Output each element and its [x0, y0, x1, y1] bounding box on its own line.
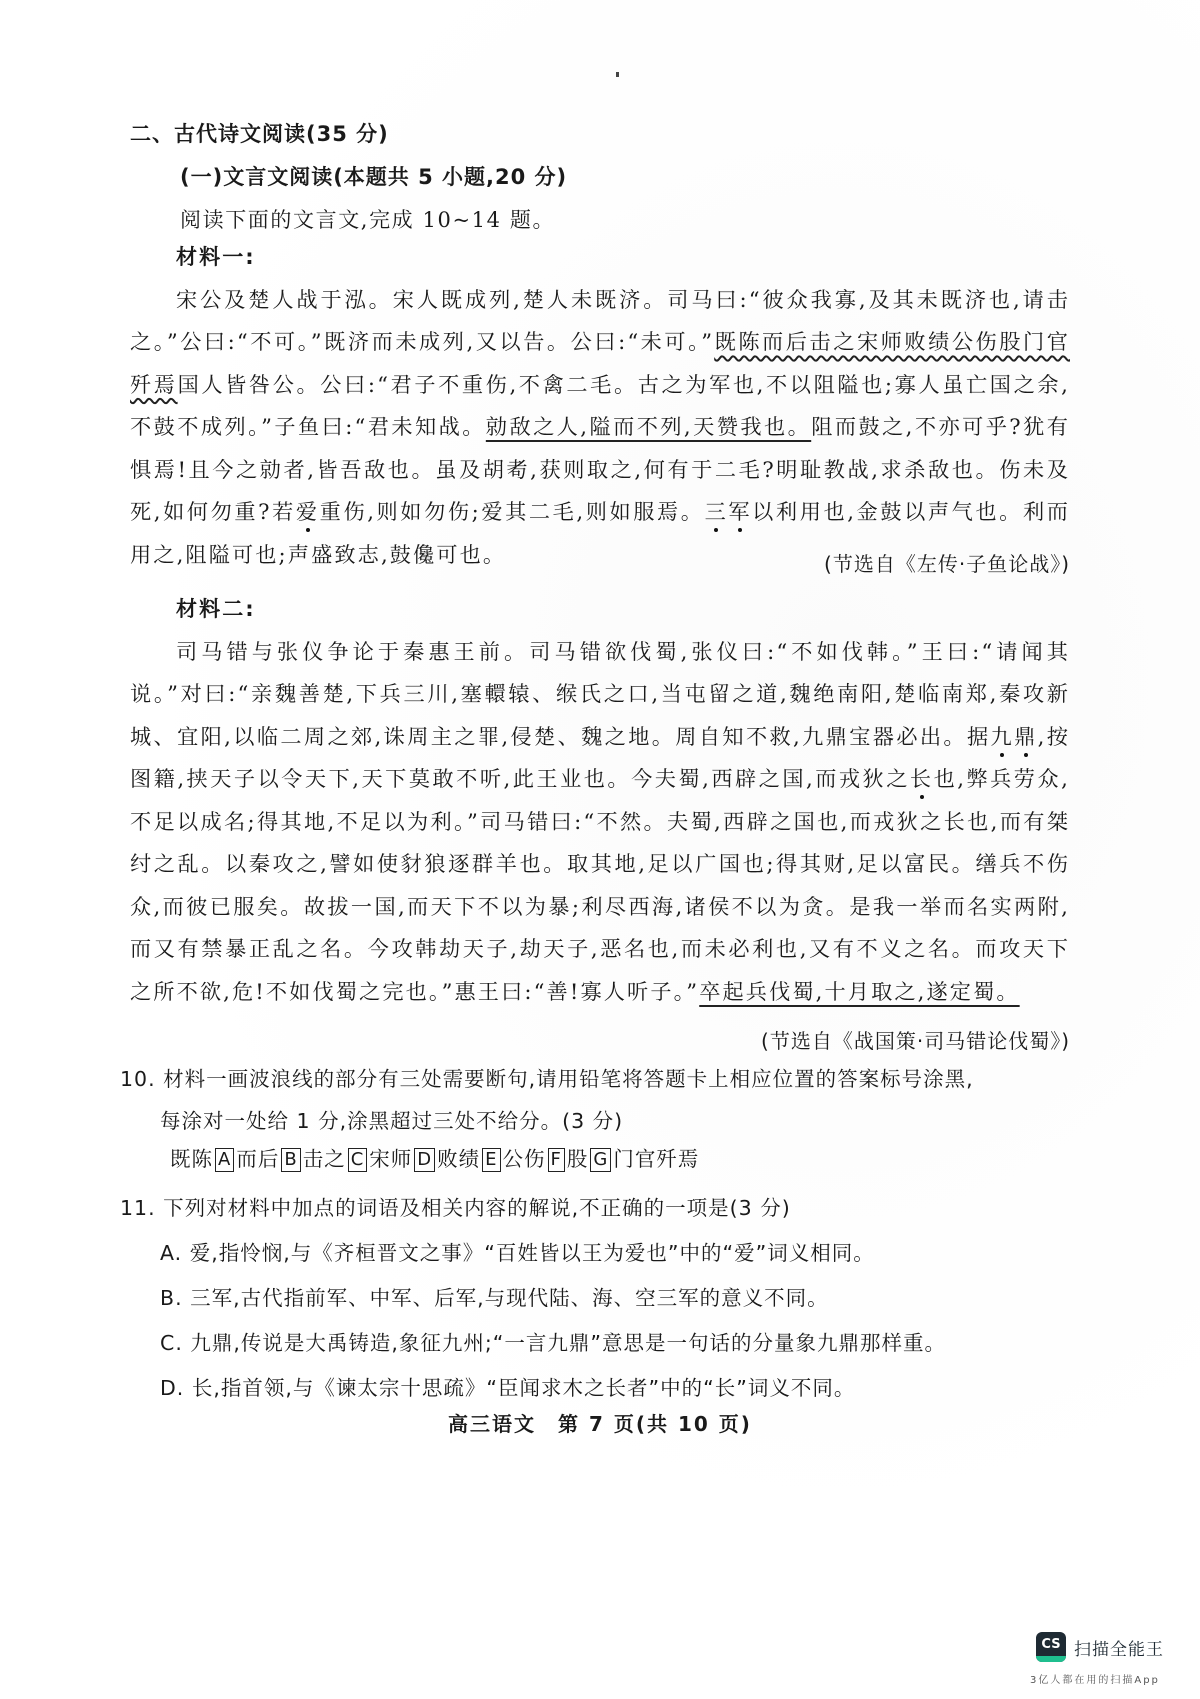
text-run: ,按图籍,挟天子以令天下,天下莫敢不听,此王业也。今夫蜀,西辟之国,而戎狄之 [130, 723, 1070, 791]
camscanner-watermark [1030, 1632, 1186, 1692]
instruction: 阅读下面的文言文,完成 10~14 题。 [180, 208, 556, 232]
material-2-source: (节选自《战国策·司马错论伐蜀》) [761, 1029, 1070, 1053]
mark-box-e[interactable]: E [482, 1148, 500, 1172]
page-footer: 高三语文 第 7 页(共 10 页) [448, 1412, 752, 1436]
emphasis-word-jun: 军 [728, 499, 753, 524]
segment: 宋师 [369, 1147, 413, 1171]
option-a[interactable]: A. 爱,指怜悯,与《齐桓晋文之事》“百姓皆以王为爱也”中的“爱”词义相同。 [160, 1241, 875, 1265]
segment: 既陈 [170, 1147, 213, 1171]
option-d[interactable]: D. 长,指首领,与《谏太宗十思疏》“臣闻求木之长者”中的“长”词义不同。 [160, 1376, 856, 1400]
scan-speck [616, 72, 619, 77]
mark-box-a[interactable]: A [215, 1148, 234, 1172]
material-2-label: 材料二: [176, 597, 256, 621]
mark-box-d[interactable]: D [414, 1148, 435, 1172]
emphasis-word-jiu: 九 [990, 723, 1015, 749]
sentence-break-options [170, 1142, 699, 1176]
text-run: 也,弊兵劳众,不足以成名;得其地,不足以为利。”司马错曰:“不然。夫蜀,西辟之国也,而戎狄之长也,而有桀纣之乱。以秦攻之,譬如使豺狼逐群羊也。取其地,足以广国也;得其财,足以富民。缮兵不伤众,而彼已服矣。故拔一国,而天下不以为暴;利尽西海,诸侯不以为贪。是我一举而名实两附,而又有禁暴正乱之名。今攻韩劫天子,劫天子,恶名也,而未必利也,又有不义之名。而攻天下之所不欲,危!不如伐蜀之完也。”惠王曰:“善!寡人听子。” [130, 766, 1070, 1004]
material-1 [130, 236, 1070, 576]
watermark-name: 扫描全能王 [1074, 1640, 1164, 1660]
material-1-source: (节选自《左传·子鱼论战》) [824, 552, 1070, 576]
question-10-stem-line1: 10. 材料一画波浪线的部分有三处需要断句,请用铅笔将答题卡上相应位置的答案标号涂黑, [120, 1067, 974, 1091]
mark-box-c[interactable]: C [348, 1148, 368, 1172]
option-b[interactable]: B. 三军,古代指前军、中军、后军,与现代陆、海、空三军的意义不同。 [160, 1286, 829, 1310]
segment: 门官歼焉 [613, 1147, 700, 1171]
text-run: 以利用也,金鼓以声气也。利而用之,阻隘可也;声盛致志,鼓儳可也。 [130, 499, 1071, 567]
question-10-stem-line2: 每涂对一处给 1 分,涂黑超过三处不给分。(3 分) [160, 1109, 624, 1133]
emphasis-word-san: 三 [704, 499, 729, 524]
mark-box-f[interactable]: F [548, 1148, 565, 1172]
emphasis-word-ai: 爱 [295, 499, 320, 524]
underlined-sentence: 卒起兵伐蜀,十月取之,遂定蜀。 [699, 978, 1020, 1004]
question-11-stem: 11. 下列对材料中加点的词语及相关内容的解说,不正确的一项是(3 分) [120, 1196, 791, 1220]
camscanner-logo-icon [1036, 1632, 1066, 1662]
material-1-label: 材料一: [176, 245, 256, 269]
segment: 击之 [302, 1147, 346, 1171]
option-c[interactable]: C. 九鼎,传说是大禹铸造,象征九州;“一言九鼎”意思是一句话的分量象九鼎那样重。 [160, 1331, 947, 1355]
material-1-text [130, 279, 1070, 577]
section-title: 二、古代诗文阅读(35 分) [130, 122, 389, 146]
question-10 [120, 1058, 1080, 1142]
text-run: 司马错与张仪争论于秦惠王前。司马错欲伐蜀,张仪曰:“不如伐韩。”王曰:“请闻其说。”对曰:“亲魏善楚,下兵三川,塞轘辕、缑氏之口,当屯留之道,魏绝南阳,楚临南郑,秦攻新城、宜阳,以临二周之郊,诛周主之罪,侵楚、魏之地。周自知不救,九鼎宝器必出。据 [130, 638, 1070, 749]
logo-text: CS [1041, 1637, 1061, 1652]
text-run: 国人皆咎公。公曰:“君子不重伤,不禽二毛。古之为军也,不以阻隘也;寡人虽亡国之余,不鼓不成列。”子鱼曰:“君未知战。 [130, 371, 1070, 439]
segment: 而后 [236, 1147, 280, 1171]
segment: 败绩 [437, 1147, 481, 1171]
text-run: 重伤,则如勿伤;爱其二毛,则如服焉。 [319, 499, 705, 524]
wavy-underlined-text: 既陈而后击之宋师败绩公伤股门官歼焉 [130, 329, 1070, 397]
watermark-tagline: 3亿人都在用的扫描App [1030, 1675, 1160, 1686]
emphasis-word-ding: 鼎 [1014, 723, 1038, 749]
text-run: 阻而鼓之,不亦可乎?犹有惧焉!且今之勍者,皆吾敌也。虽及胡耇,获则取之,何有于二毛?明耻教战,求杀敌也。伤未及死,如何勿重?若 [130, 414, 1071, 524]
segment: 公伤 [502, 1147, 546, 1171]
underlined-sentence: 勍敌之人,隘而不列,天赞我也。 [485, 414, 812, 439]
emphasis-word-zhang: 长 [909, 766, 934, 791]
segment: 股 [566, 1147, 589, 1171]
section-subtitle: (一)文言文阅读(本题共 5 小题,20 分) [180, 165, 568, 189]
mark-box-g[interactable]: G [590, 1148, 611, 1172]
material-2-text [130, 631, 1070, 1014]
mark-box-b[interactable]: B [281, 1148, 300, 1172]
material-2 [130, 588, 1070, 1013]
text-run: 宋公及楚人战于泓。宋人既成列,楚人未既济。司马曰:“彼众我寡,及其未既济也,请击之。”公曰:“不可。”既济而未成列,又以告。公曰:“未可。” [130, 286, 1070, 354]
